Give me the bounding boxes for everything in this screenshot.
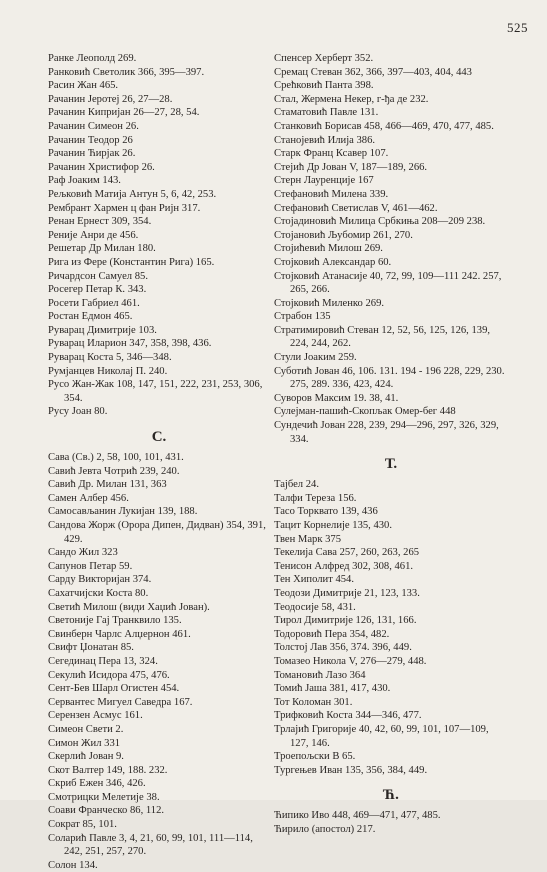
index-entry: Руварац Димитрије 103. (48, 324, 157, 336)
index-entry: Стејић Др Јован V, 187—189, 266. (274, 161, 428, 173)
index-entry: Стефановић Светислав V, 461—462. (274, 202, 438, 214)
index-entry: Ренан Ернест 309, 354. (48, 216, 152, 228)
index-entry: Рачанин Симеон 26. (48, 120, 139, 132)
index-entry: Симон Жил 331 (48, 737, 121, 749)
index-entry: Сервантес Мигуел Саведра 167. (48, 696, 193, 708)
index-entry: Рачанин Кипријан 26—27, 28, 54. (48, 107, 200, 119)
index-entry: Твен Марк 375 (274, 533, 342, 545)
index-entry: Тургењев Иван 135, 356, 384, 449. (274, 764, 428, 776)
index-entry: Стратимировић Стеван 12, 52, 56, 125, 126, 139, 224, 244, 262. (274, 324, 491, 350)
page-number: 525 (507, 20, 528, 35)
index-entry: Стојковић Александар 60. (274, 256, 392, 268)
index-entry: Сулејман-пашић-Скопљак Омер-бег 448 (274, 406, 456, 418)
index-entry: Срећковић Панта 398. (274, 80, 374, 92)
index-entry: Расин Жан 465. (48, 80, 119, 92)
index-entry: Рачанин Јеротеј 26, 27—28. (48, 93, 173, 105)
index-entry: Самосављанин Лукијан 139, 188. (48, 506, 198, 518)
index-entry: Росети Габриел 461. (48, 297, 140, 309)
index-entry: Сарду Викторијан 374. (48, 574, 152, 586)
index-entry: Тот Коломан 301. (274, 696, 353, 708)
index-entry: Рељковић Матија Антун 5, 6, 42, 253. (48, 188, 217, 200)
index-entry: Текелија Сава 257, 260, 263, 265 (274, 547, 420, 559)
index-column-right (274, 52, 508, 836)
index-entry: Самен Албер 456. (48, 492, 129, 504)
index-entry: Сократ 85, 101. (48, 819, 117, 831)
index-entry: Сахатчијски Коста 80. (48, 587, 149, 599)
index-entry: Серензен Асмус 161. (48, 710, 143, 722)
index-entry: Стаматовић Павле 131. (274, 107, 379, 119)
index-entry: Ранке Леополд 269. (48, 53, 137, 64)
index-entry: Руварац Иларион 347, 358, 398, 436. (48, 338, 212, 350)
index-entry: Скриб Ежен 346, 426. (48, 778, 146, 790)
section-letter-heading: Ћ. (383, 787, 399, 804)
index-entry: Русу Јоан 80. (48, 406, 108, 418)
index-entry: Стојићевић Милош 269. (274, 243, 383, 255)
index-entry: Реније Анри де 456. (48, 229, 139, 241)
index-entry: Сава (Св.) 2, 58, 100, 101, 431. (48, 452, 184, 464)
index-entry: Тирол Димитрије 126, 131, 166. (274, 615, 417, 627)
index-entry: Сандо Жил 323 (48, 547, 118, 559)
index-entry: Суворов Максим 19. 38, 41. (274, 392, 399, 404)
index-entry: Сапунов Петар 59. (48, 560, 133, 572)
index-entry: Станојевић Илија 386. (274, 134, 376, 146)
index-entry: Тајбел 24. (274, 479, 319, 491)
index-entry: Старк Франц Ксавер 107. (274, 148, 389, 160)
index-entry: Талфи Тереза 156. (274, 492, 357, 504)
index-entry: Ричардсон Самуел 85. (48, 270, 148, 282)
index-entry: Теодози Димитрије 21, 123, 133. (274, 587, 420, 599)
index-entry: Станковић Борисав 458, 466—469, 470, 477, 485. (274, 120, 494, 132)
index-entry: Рачанин Теодор 26 (48, 134, 133, 146)
index-entry: Росегер Петар К. 343. (48, 284, 147, 296)
index-entry: Русо Жан-Жак 108, 147, 151, 222, 231, 253, 306, 354. (48, 379, 263, 404)
index-entry: Сент-Бев Шарл Огистен 454. (48, 683, 180, 695)
index-entry: Светић Милош (види Хаџић Јован). (48, 601, 210, 613)
index-entry: Рембрант Хармен ц фан Ријн 317. (48, 202, 201, 214)
index-entry: Соави Франческо 86, 112. (48, 805, 165, 817)
section-letter-heading: С. (151, 429, 167, 446)
index-entry: Томић Јаша 381, 417, 430. (274, 683, 391, 695)
index-entry: Сегединац Пера 13, 324. (48, 655, 158, 667)
index-entry: Тацит Корнелије 135, 430. (274, 520, 393, 531)
index-entry: Рачанин Ћирјак 26. (48, 148, 136, 160)
index-entry: Стерн Лауренције 167 (274, 175, 374, 187)
index-entry: Теодосије 58, 431. (274, 601, 356, 613)
index-entry: Спенсер Херберт 352. (274, 53, 374, 64)
index-entry: Тен Хиполит 454. (274, 574, 355, 586)
index-entry: Решетар Др Милан 180. (48, 243, 156, 255)
index-entry: Стули Јоаким 259. (274, 352, 357, 364)
index-entry: Раф Јоаким 143. (48, 175, 121, 187)
index-column-left (48, 52, 270, 872)
index-entry: Тенисон Алфред 302, 308, 461. (274, 560, 414, 572)
index-entry: Светоније Гај Транквило 135. (48, 615, 182, 627)
index-entry: Савић Јевта Чотрић 239, 240. (48, 465, 180, 477)
index-entry: Толстој Лав 356, 374. 396, 449. (274, 642, 412, 654)
index-entry: Тодоровић Пера 354, 482. (274, 628, 390, 640)
index-entry: Троепољски В 65. (274, 751, 356, 763)
index-entry: Савић Др. Милан 131, 363 (48, 479, 167, 491)
index-entry: Смотрицки Мелетије 38. (48, 791, 160, 803)
index-entry: Ростан Едмон 465. (48, 311, 133, 323)
index-entry: Румјанцев Николај П. 240. (48, 365, 168, 377)
index-entry: Ранковић Светолик 366, 395—397. (48, 66, 205, 78)
index-entry: Трифковић Коста 344—346, 477. (274, 710, 422, 722)
index-entry: Скот Валтер 149, 188. 232. (48, 764, 168, 776)
index-entry: Томазео Никола V, 276—279, 448. (274, 655, 427, 667)
index-entry: Стојановић Љубомир 261, 270. (274, 229, 413, 241)
index-entry: Стефановић Милена 339. (274, 188, 389, 200)
index-entry: Ћипико Иво 448, 469—471, 477, 485. (274, 810, 441, 822)
index-entry: Томановић Лазо 364 (274, 669, 366, 681)
index-entry: Сандова Жорж (Орора Дипен, Дидван) 354, 391, 429. (48, 520, 266, 545)
index-entry: Свинберн Чарлс Алџернон 461. (48, 628, 191, 640)
index-entry: Руварац Коста 5, 346—348. (48, 352, 172, 364)
index-entry: Стојковић Миленко 269. (274, 297, 385, 309)
index-entry: Солон 134. (48, 859, 98, 871)
index-entry: Стојковић Атанасије 40, 72, 99, 109—111 242. 257, 265, 266. (274, 270, 502, 296)
index-entry: Секулић Исидора 475, 476. (48, 669, 170, 681)
index-entry: Скерлић Јован 9. (48, 751, 124, 763)
index-entry: Тасо Торквато 139, 436 (274, 506, 378, 518)
index-entry: Рачанин Христифор 26. (48, 161, 155, 173)
index-entry: Рига из Фере (Константин Рига) 165. (48, 256, 215, 268)
index-entry: Страбон 135 (274, 311, 331, 323)
index-entry: Свифт Џонатан 85. (48, 642, 134, 654)
index-entry: Соларић Павле 3, 4, 21, 60, 99, 101, 111—114, 242, 251, 257, 270. (48, 832, 253, 858)
index-entry: Трлајић Григорије 40, 42, 60, 99, 101, 107—109, 127, 146. (274, 723, 489, 749)
index-entry: Симеон Свети 2. (48, 723, 124, 735)
index-entry: Суботић Јован 46, 106. 131. 194 - 196 228, 229, 230. 275, 289. 336, 423, 424. (274, 365, 505, 391)
index-entry: Стојадиновић Милица Србкиња 208—209 238. (274, 216, 486, 228)
index-entry: Стал, Жермена Некер, г-ђа де 232. (274, 93, 429, 105)
index-entry: Ћирило (апостол) 217. (274, 823, 376, 835)
index-entry: Сундечић Јован 228, 239, 294—296, 297, 326, 329, 334. (274, 420, 499, 445)
section-letter-heading: Т. (384, 456, 398, 473)
index-entry: Сремац Стеван 362, 366, 397—403, 404, 443 (274, 66, 472, 78)
